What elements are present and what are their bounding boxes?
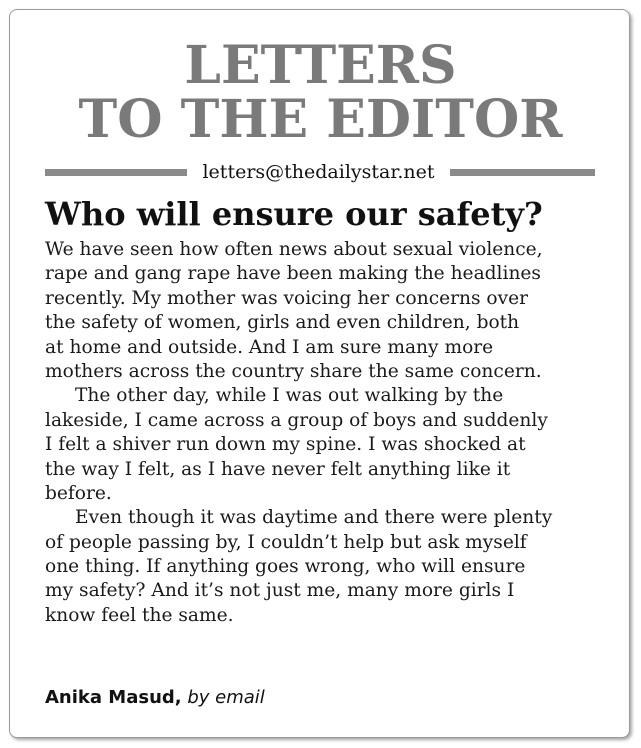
masthead-line-1: LETTERS — [184, 35, 457, 96]
letter-body — [45, 238, 605, 628]
body-line: rape and gang rape have been making the headlines — [45, 263, 541, 285]
body-line: Even though it was daytime and there were plenty — [75, 507, 553, 529]
author-via: by email — [187, 687, 265, 708]
body-line: We have seen how often news about sexual violence, — [45, 239, 543, 260]
body-line: the way I felt, as I have never felt anything like it — [45, 458, 511, 480]
body-line: recently. My mother was voicing her concerns over — [45, 287, 529, 309]
author-name: Anika Masud, — [45, 687, 182, 708]
body-line: mothers across the country share the same concern. — [45, 360, 542, 382]
letter-title: Who will ensure our safety? — [45, 195, 543, 233]
body-line: at home and outside. And I am sure many more — [45, 336, 494, 358]
body-line: before. — [45, 482, 112, 504]
body-line: know feel the same. — [45, 604, 234, 626]
body-line: my safety? And it’s not just me, many more girls I — [45, 580, 515, 602]
left-rule — [45, 169, 187, 176]
email-rule-row — [45, 158, 595, 186]
letter-signature — [45, 686, 265, 710]
body-line: of people passing by, I couldn’t help but ask myself — [45, 531, 527, 553]
editor-email: letters@thedailystar.net — [202, 161, 435, 183]
body-line: lakeside, I came across a group of boys and suddenly — [45, 409, 548, 431]
body-line: the safety of women, girls and even children, both — [45, 312, 520, 334]
body-line: one thing. If anything goes wrong, who will ensure — [45, 556, 526, 578]
body-line: I felt a shiver run down my spine. I was shocked at — [45, 434, 526, 456]
masthead-line-2: TO THE EDITOR — [78, 89, 563, 150]
body-line: The other day, while I was out walking by the — [75, 385, 504, 407]
right-rule — [450, 169, 595, 176]
